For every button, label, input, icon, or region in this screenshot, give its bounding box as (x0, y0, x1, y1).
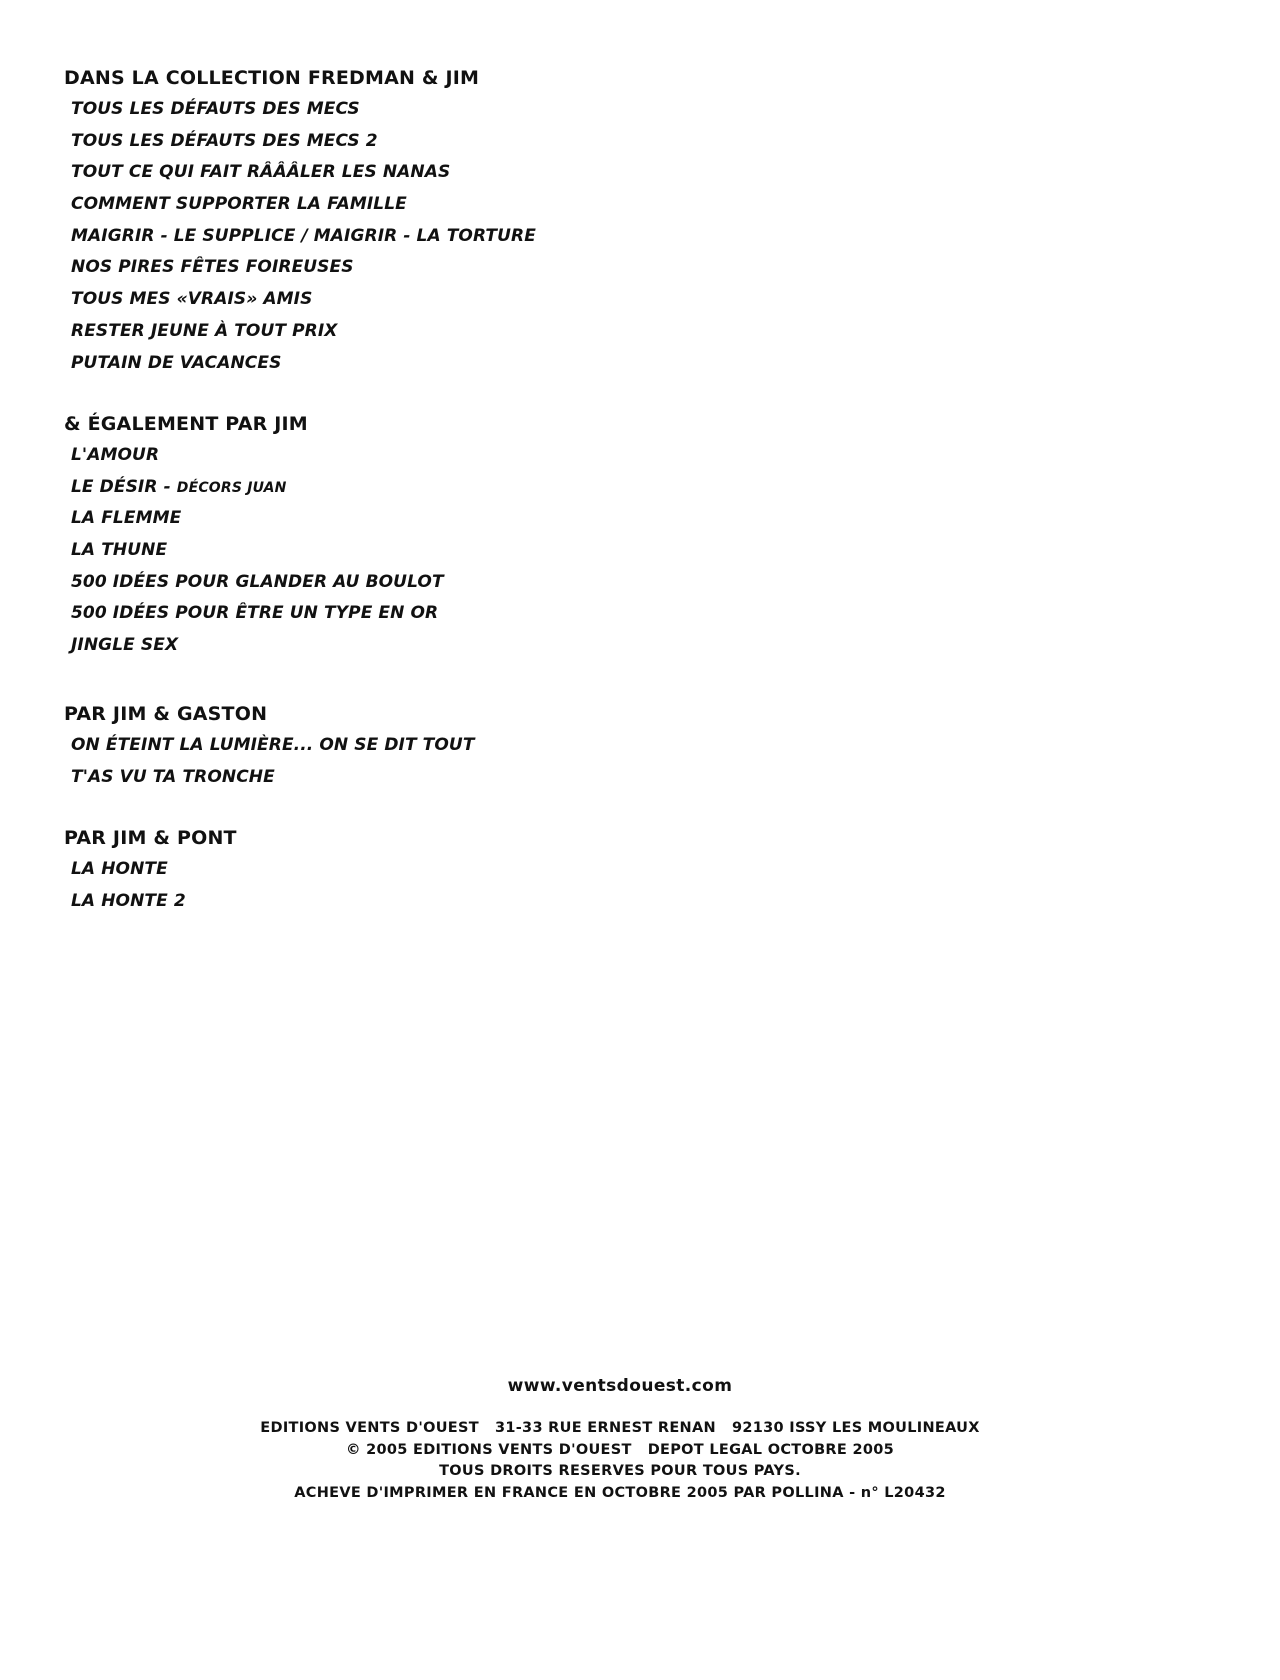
section-fredman-jim (64, 67, 536, 384)
imprint-line: © 2005 EDITIONS VENTS D'OUEST DEPOT LEGAL OCTOBRE 2005 (345, 1441, 895, 1458)
book-title: TOUS LES DÉFAUTS DES MECS 2 (71, 130, 378, 151)
book-title-with-credit (71, 477, 444, 509)
book-title: L'AMOUR (71, 445, 160, 465)
book-credit: DÉCORS JUAN (176, 479, 287, 496)
title-list (64, 99, 536, 384)
section-jim-gaston (64, 703, 475, 798)
imprint-line: ACHEVE D'IMPRIMER EN FRANCE EN OCTOBRE 2005 PAR POLLINA - n° L20432 (294, 1484, 946, 1501)
book-title: TOUS MES «VRAIS» AMIS (71, 289, 313, 310)
book-title: LA HONTE (71, 859, 168, 879)
book-title: RESTER JEUNE À TOUT PRIX (71, 320, 338, 341)
book-title: JINGLE SEX (71, 635, 179, 656)
publisher-imprint (0, 1418, 1240, 1504)
book-title: LE DÉSIR - (71, 476, 177, 497)
book-title: TOUT CE QUI FAIT RÂÂÂLER LES NANAS (71, 162, 451, 183)
book-title: LA HONTE 2 (71, 890, 186, 911)
section-egalement-par-jim (64, 413, 444, 667)
title-list (64, 735, 475, 798)
section-jim-pont (64, 827, 237, 922)
imprint-line: TOUS DROITS RESERVES POUR TOUS PAYS. (439, 1463, 801, 1479)
book-title: NOS PIRES FÊTES FOIREUSES (71, 257, 354, 278)
book-title: T'AS VU TA TRONCHE (71, 766, 275, 787)
section-heading: DANS LA COLLECTION FREDMAN & JIM (64, 67, 480, 89)
imprint-line: EDITIONS VENTS D'OUEST 31-33 RUE ERNEST RENAN 92130 ISSY LES MOULINEAUX (260, 1420, 980, 1436)
book-title: PUTAIN DE VACANCES (71, 352, 282, 373)
title-list (64, 445, 444, 667)
book-title: LA THUNE (71, 540, 168, 561)
book-title: LA FLEMME (71, 508, 182, 529)
title-list (64, 859, 237, 922)
book-title: MAIGRIR - LE SUPPLICE / MAIGRIR - LA TORTURE (71, 225, 536, 246)
section-heading: PAR JIM & GASTON (64, 703, 268, 725)
book-title: ON ÉTEINT LA LUMIÈRE... ON SE DIT TOUT (71, 735, 475, 755)
section-heading: PAR JIM & PONT (64, 827, 237, 849)
book-title: COMMENT SUPPORTER LA FAMILLE (71, 194, 407, 215)
book-title: TOUS LES DÉFAUTS DES MECS (71, 99, 360, 119)
book-title: 500 IDÉES POUR GLANDER AU BOULOT (71, 571, 444, 592)
publisher-website: www.ventsdouest.com (507, 1376, 733, 1396)
book-title: 500 IDÉES POUR ÊTRE UN TYPE EN OR (71, 603, 439, 624)
section-heading: & ÉGALEMENT PAR JIM (64, 413, 308, 435)
